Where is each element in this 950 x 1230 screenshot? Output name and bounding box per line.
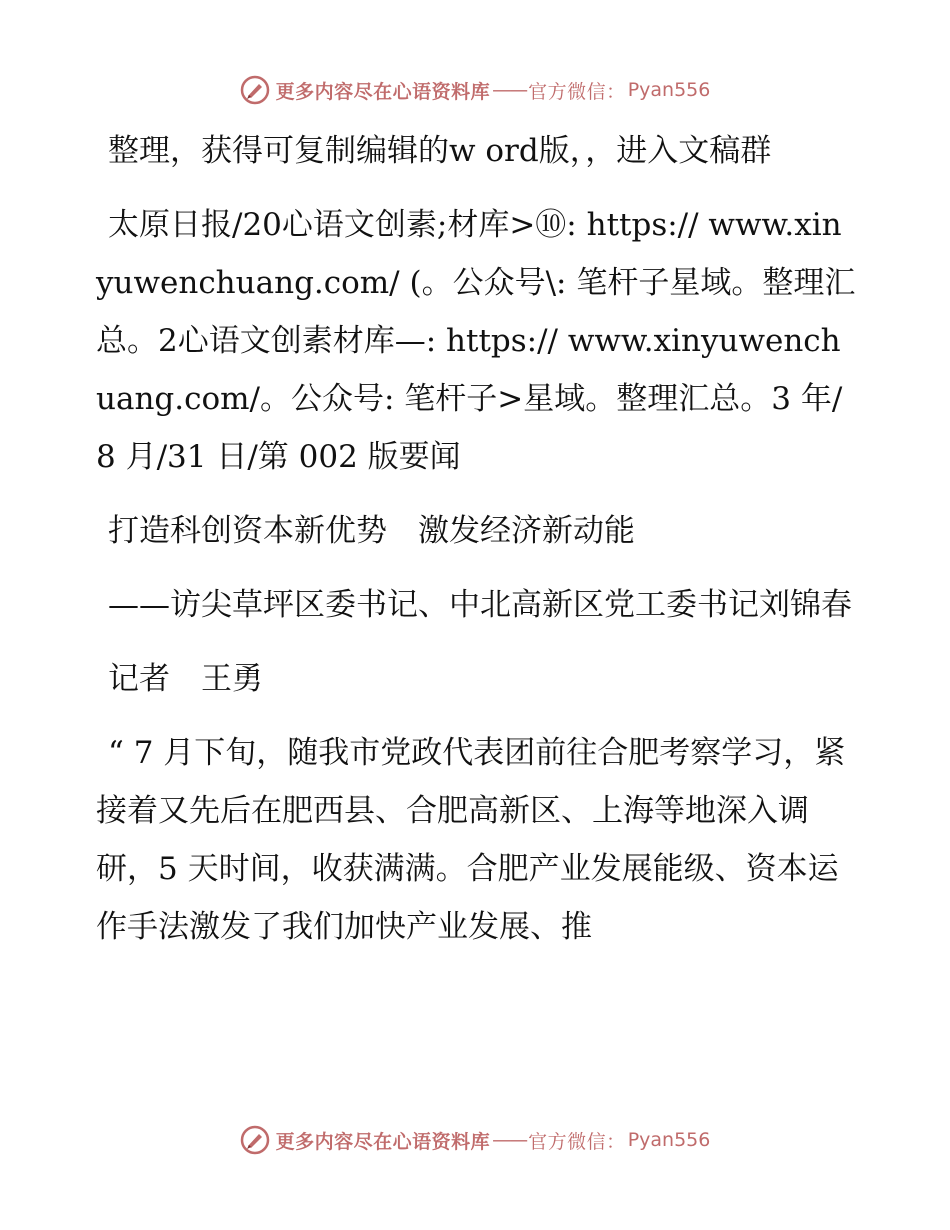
watermark-contact-label: 官方微信： [528, 80, 626, 103]
article-subtitle: ——访尖草坪区委书记、中北高新区党工委书记刘锦春 [108, 587, 852, 623]
pen-logo-icon [240, 75, 270, 105]
article-body-paragraph: “ 7 月下旬，随我市党政代表团前往合肥考察学习，紧接着又先后在肥西县、合肥高新区、上海等地深入调研，5 天时间，收获满满。合肥产业发展能级、资本运作手法激发了我们加快产业发展、推 [96, 735, 846, 945]
watermark-separator: —— [492, 79, 527, 101]
watermark-footer [0, 1120, 950, 1160]
article-byline: 记者 王勇 [108, 661, 263, 697]
article-title: 打造科创资本新优势 激发经济新动能 [108, 513, 635, 549]
watermark-text: 更多内容尽在心语资料库 [275, 80, 491, 103]
watermark-text: 更多内容尽在心语资料库 [275, 1130, 491, 1153]
intro-paragraph: 整理，获得可复制编辑的w ord版，，进入文稿群 [108, 133, 772, 169]
pen-logo-icon [240, 1125, 270, 1155]
watermark-contact-label: 官方微信： [528, 1130, 626, 1153]
watermark-separator: —— [492, 1129, 527, 1151]
document-body [96, 122, 856, 956]
watermark-contact-id: Pyan556 [627, 79, 711, 101]
source-paragraph: 太原日报/20心语文创素;材库>⑩: https:// www.xinyuwenchuang.com/ (。公众号\: 笔杆子星域。整理汇总。2心语文创素材库—: https:// www.xinyuwenchuang.com/。公众号: 笔杆子>星域。整理汇总。3 年/8 月/31 日/第 002 版要闻 [96, 207, 856, 475]
watermark-header [0, 70, 950, 110]
watermark-contact-id: Pyan556 [627, 1129, 711, 1151]
